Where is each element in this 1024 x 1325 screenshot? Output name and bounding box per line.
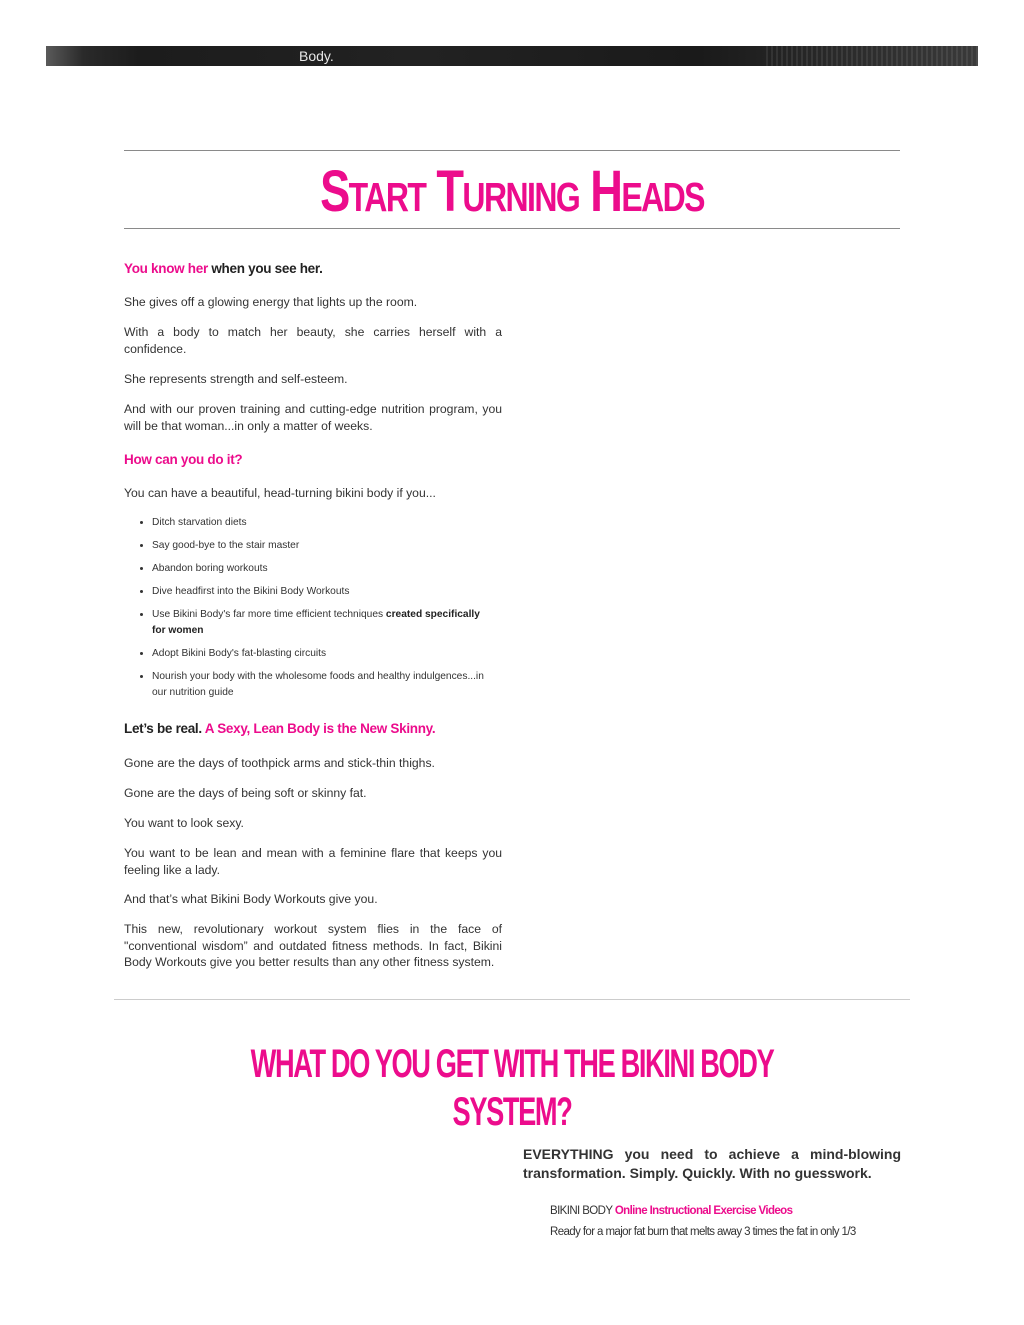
real-paragraph-1: Gone are the days of toothpick arms and stick-thin thighs. <box>124 756 435 770</box>
real-paragraph-3: You want to look sexy. <box>124 816 244 830</box>
real-lead: Let’s be real. <box>124 721 205 736</box>
banner-label: Body. <box>299 48 334 64</box>
list-item: • Abandon boring workouts <box>152 561 502 577</box>
section-title: WHAT DO YOU GET WITH THE BIKINI BODY SYSTEM? <box>250 1042 774 1134</box>
intro-rest: when you see her. <box>207 261 323 276</box>
list-item: • Dive headfirst into the Bikini Body Workouts <box>152 584 502 600</box>
list-item-emphasis: created specifically for women <box>152 609 480 636</box>
real-paragraph-6: This new, revolutionary workout system flies in the face of "conventional wisdom” and outdated fitness methods. In fact, Bikini Body Workouts give you better results than any other fitness system. <box>124 922 502 969</box>
real-paragraph-2: Gone are the days of being soft or skinny fat. <box>124 786 367 800</box>
list-item: • Adopt Bikini Body's fat-blasting circuits <box>152 646 502 662</box>
intro-heading <box>124 261 502 276</box>
intro-paragraph-4: And with our proven training and cutting-edge nutrition program, you will be that woman...in only a matter of weeks. <box>124 402 502 433</box>
list-item: • Use Bikini Body's far more time efficient techniques created specifically for women <box>152 607 502 639</box>
real-paragraph-4: You want to be lean and mean with a feminine flare that keeps you feeling like a lady. <box>124 846 502 877</box>
video-description: Ready for a major fat burn that melts away 3 times the fat in only 1/3 <box>550 1226 856 1238</box>
how-intro: You can have a beautiful, head-turning bikini body if you... <box>124 486 436 500</box>
benefit-list <box>124 515 502 708</box>
video-link[interactable]: Online Instructional Exercise Videos <box>614 1205 793 1217</box>
system-lead: EVERYTHING you need to achieve a mind-blowing transformation. Simply. Quickly. With no guesswork. <box>523 1146 901 1181</box>
video-title-line <box>550 1201 910 1222</box>
list-item: • Nourish your body with the wholesome foods and healthy indulgences...in our nutrition guide <box>152 669 502 701</box>
intro-highlight: You know her <box>124 261 208 276</box>
section-divider <box>114 999 910 1000</box>
real-heading <box>124 721 502 736</box>
intro-paragraph-1: She gives off a glowing energy that lights up the room. <box>124 295 418 309</box>
video-prefix: BIKINI BODY <box>550 1205 615 1217</box>
page-title: Start Turning Heads <box>320 159 704 224</box>
how-heading: How can you do it? <box>124 452 243 467</box>
real-paragraph-5: And that’s what Bikini Body Workouts give you. <box>124 892 378 906</box>
list-item: • Say good-bye to the stair master <box>152 538 502 554</box>
headline-top-divider <box>124 150 900 151</box>
top-banner <box>46 46 978 66</box>
headline-bottom-divider <box>124 228 900 229</box>
intro-paragraph-2: With a body to match her beauty, she carries herself with a confidence. <box>124 325 502 356</box>
real-highlight: A Sexy, Lean Body is the New Skinny. <box>204 721 436 736</box>
intro-paragraph-3: She represents strength and self-esteem. <box>124 372 348 386</box>
list-item: • Ditch starvation diets <box>152 515 502 531</box>
video-feature <box>550 1201 910 1243</box>
